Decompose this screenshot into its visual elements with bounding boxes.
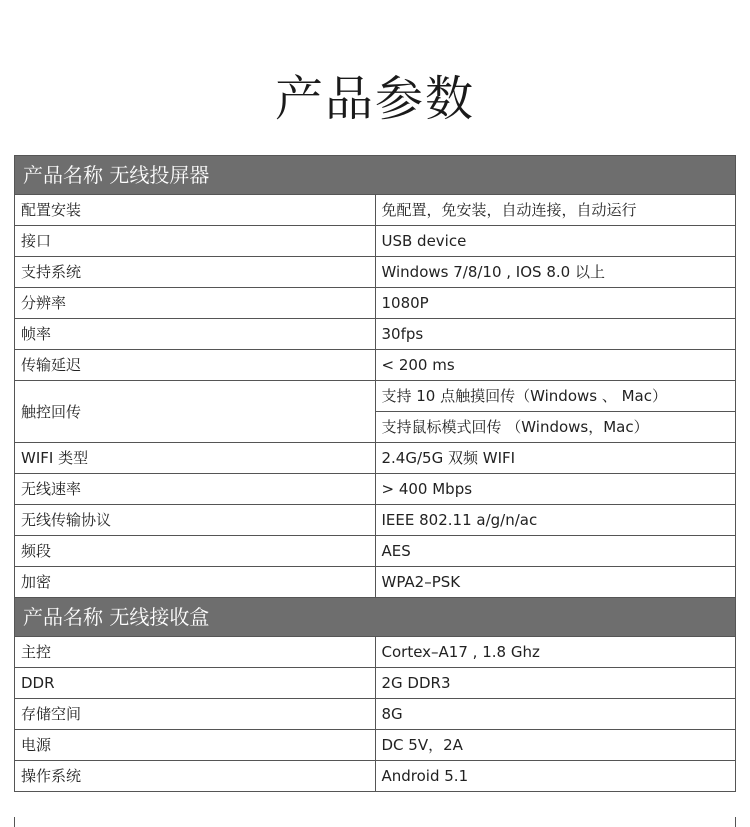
spec-key: 操作系统 — [15, 761, 376, 792]
spec-value: > 400 Mbps — [375, 474, 736, 505]
spec-key: 加密 — [15, 567, 376, 598]
spec-key: 帧率 — [15, 319, 376, 350]
table-row — [15, 288, 736, 319]
spec-value: Cortex–A17 , 1.8 Ghz — [375, 637, 736, 668]
spec-value: AES — [375, 536, 736, 567]
spec-value: Android 5.1 — [375, 761, 736, 792]
page-title: 产品参数 — [274, 71, 475, 127]
spec-key: 存储空间 — [15, 699, 376, 730]
spec-table — [14, 155, 736, 792]
spec-value: 支持鼠标模式回传 （Windows，Mac） — [375, 412, 736, 443]
spec-value: 8G — [375, 699, 736, 730]
spec-key: 无线速率 — [15, 474, 376, 505]
spec-key: 无线传输协议 — [15, 505, 376, 536]
spec-key: 频段 — [15, 536, 376, 567]
spec-key: 支持系统 — [15, 257, 376, 288]
section-header: 产品名称 无线投屏器 — [15, 156, 736, 195]
section-header-row — [15, 156, 736, 195]
spec-value: Windows 7/8/10 , IOS 8.0 以上 — [375, 257, 736, 288]
spec-value: 30fps — [375, 319, 736, 350]
spec-value: 支持 10 点触摸回传（Windows 、 Mac） — [375, 381, 736, 412]
spec-value: USB device — [375, 226, 736, 257]
section-header-row — [15, 598, 736, 637]
table-row — [15, 474, 736, 505]
spec-value: 2.4G/5G 双频 WIFI — [375, 443, 736, 474]
table-row — [15, 699, 736, 730]
table-row — [15, 730, 736, 761]
spec-value: DC 5V，2A — [375, 730, 736, 761]
table-row — [15, 668, 736, 699]
table-row — [15, 505, 736, 536]
spec-value: WPA2–PSK — [375, 567, 736, 598]
table-row — [15, 319, 736, 350]
spec-key: 接口 — [15, 226, 376, 257]
spec-key: 主控 — [15, 637, 376, 668]
table-row — [15, 443, 736, 474]
spec-value: 2G DDR3 — [375, 668, 736, 699]
spec-key: WIFI 类型 — [15, 443, 376, 474]
spec-value: 1080P — [375, 288, 736, 319]
table-row — [15, 350, 736, 381]
table-row — [15, 381, 736, 412]
spec-key: DDR — [15, 668, 376, 699]
spec-value: < 200 ms — [375, 350, 736, 381]
spec-value: 免配置，免安装，自动连接，自动运行 — [375, 195, 736, 226]
section-header: 产品名称 无线接收盒 — [15, 598, 736, 637]
spec-key: 触控回传 — [15, 381, 376, 443]
spec-key: 分辨率 — [15, 288, 376, 319]
table-row — [15, 195, 736, 226]
table-row — [15, 226, 736, 257]
table-continuation — [14, 817, 736, 827]
table-row — [15, 536, 736, 567]
spec-key: 传输延迟 — [15, 350, 376, 381]
table-row — [15, 257, 736, 288]
spec-key: 配置安装 — [15, 195, 376, 226]
table-row — [15, 567, 736, 598]
spec-value: IEEE 802.11 a/g/n/ac — [375, 505, 736, 536]
spec-key: 电源 — [15, 730, 376, 761]
table-row — [15, 637, 736, 668]
table-row — [15, 761, 736, 792]
